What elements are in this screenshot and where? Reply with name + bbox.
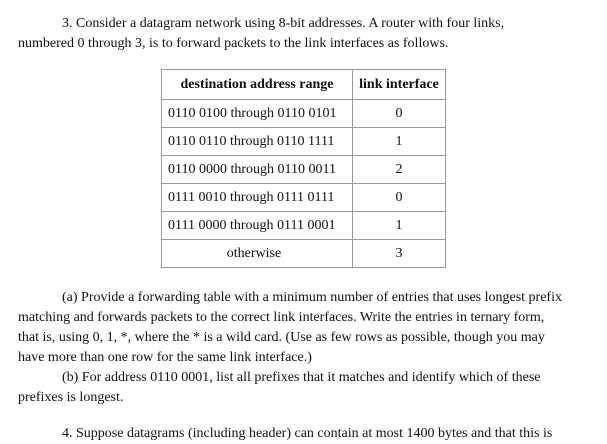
- link-interface-cell: 2: [353, 156, 446, 184]
- part-a-line-2: matching and forwards packets to the correct link interfaces. Write the entries in ternary form,: [18, 310, 545, 325]
- address-range-cell: 0111 0010 through 0111 0111: [162, 184, 353, 212]
- part-a-text: [18, 288, 604, 368]
- address-range-cell: 0111 0000 through 0111 0001: [162, 212, 353, 240]
- address-range-cell: 0110 0000 through 0110 0011: [162, 156, 353, 184]
- forwarding-table: [161, 69, 446, 268]
- header-link-interface: link interface: [353, 70, 446, 100]
- link-interface-cell: 3: [353, 240, 446, 268]
- part-a-line-1: (a) Provide a forwarding table with a minimum number of entries that uses longest prefix: [62, 290, 562, 305]
- table-row: [162, 100, 446, 128]
- link-interface-cell: 0: [353, 100, 446, 128]
- part-a-line-4: have more than one row for the same link interface.): [18, 350, 312, 365]
- question-3-line-1: 3. Consider a datagram network using 8-bit addresses. A router with four links,: [62, 16, 505, 31]
- table-header-row: [162, 70, 446, 100]
- address-range-cell: 0110 0100 through 0110 0101: [162, 100, 353, 128]
- address-range-cell: 0110 0110 through 0110 1111: [162, 128, 353, 156]
- question-4-partial-text: 4. Suppose datagrams (including header) can contain at most 1400 bytes and that this is: [62, 426, 553, 441]
- part-b-line-2: prefixes is longest.: [18, 390, 124, 405]
- address-range-cell: otherwise: [162, 240, 353, 268]
- table-row: [162, 156, 446, 184]
- part-b-text: [18, 368, 604, 408]
- part-a-line-3: that is, using 0, 1, *, where the * is a wild card. (Use as few rows as possible, though you may: [18, 330, 545, 345]
- part-b-line-1: (b) For address 0110 0001, list all prefixes that it matches and identify which of these: [62, 370, 541, 385]
- table-row: [162, 240, 446, 268]
- table-row: [162, 128, 446, 156]
- link-interface-cell: 1: [353, 212, 446, 240]
- header-destination-address-range: destination address range: [162, 70, 353, 100]
- link-interface-cell: 1: [353, 128, 446, 156]
- table-row: [162, 212, 446, 240]
- question-3-line-2: numbered 0 through 3, is to forward packets to the link interfaces as follows.: [18, 36, 449, 51]
- question-3-text: [18, 14, 604, 54]
- link-interface-cell: 0: [353, 184, 446, 212]
- table-row: [162, 184, 446, 212]
